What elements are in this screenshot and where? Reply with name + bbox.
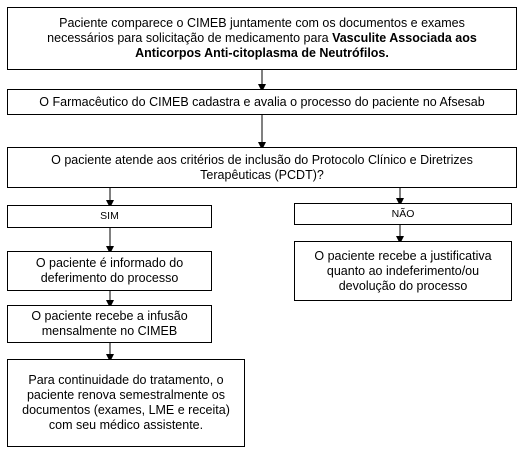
node-renew-documents-text: Para continuidade do tratamento, o paciente renova semestralmente os documentos (exames, LME e receita) com seu médico assistente. — [22, 373, 230, 432]
branch-sim — [7, 205, 212, 228]
node-pharmacist-registers — [7, 89, 517, 115]
node-patient-arrives-line2: necessários para solicitação de medicamento para — [47, 31, 333, 45]
node-informed-approval-text: O paciente é informado do deferimento do processo — [35, 256, 184, 285]
branch-sim-label: SIM — [100, 210, 119, 222]
node-patient-arrives-line1: Paciente comparece o CIMEB juntamente com os documentos e exames — [59, 16, 465, 30]
node-patient-arrives-line2-bold: Vasculite Associada aos — [332, 31, 477, 45]
node-patient-arrives — [7, 7, 517, 70]
node-justification-denial — [294, 241, 512, 301]
branch-nao-label: NÃO — [391, 207, 415, 220]
node-patient-arrives-line3-bold: Anticorpos Anti-citoplasma de Neutrófilos. — [135, 46, 389, 60]
node-informed-approval — [7, 251, 212, 291]
node-pcdt-criteria-question — [7, 147, 517, 188]
node-pharmacist-registers-text: O Farmacêutico do CIMEB cadastra e avalia o processo do paciente no Afsesab — [39, 94, 485, 109]
node-renew-documents — [7, 359, 245, 447]
node-monthly-infusion — [7, 305, 212, 343]
node-pcdt-criteria-question-text: O paciente atende aos critérios de inclusão do Protocolo Clínico e Diretrizes Terapêuticas (PCDT)? — [51, 152, 473, 182]
branch-nao — [294, 203, 512, 225]
node-monthly-infusion-text: O paciente recebe a infusão mensalmente no CIMEB — [31, 309, 188, 338]
node-justification-denial-text: O paciente recebe a justificativa quanto ao indeferimento/ou devolução do processo — [314, 248, 492, 293]
